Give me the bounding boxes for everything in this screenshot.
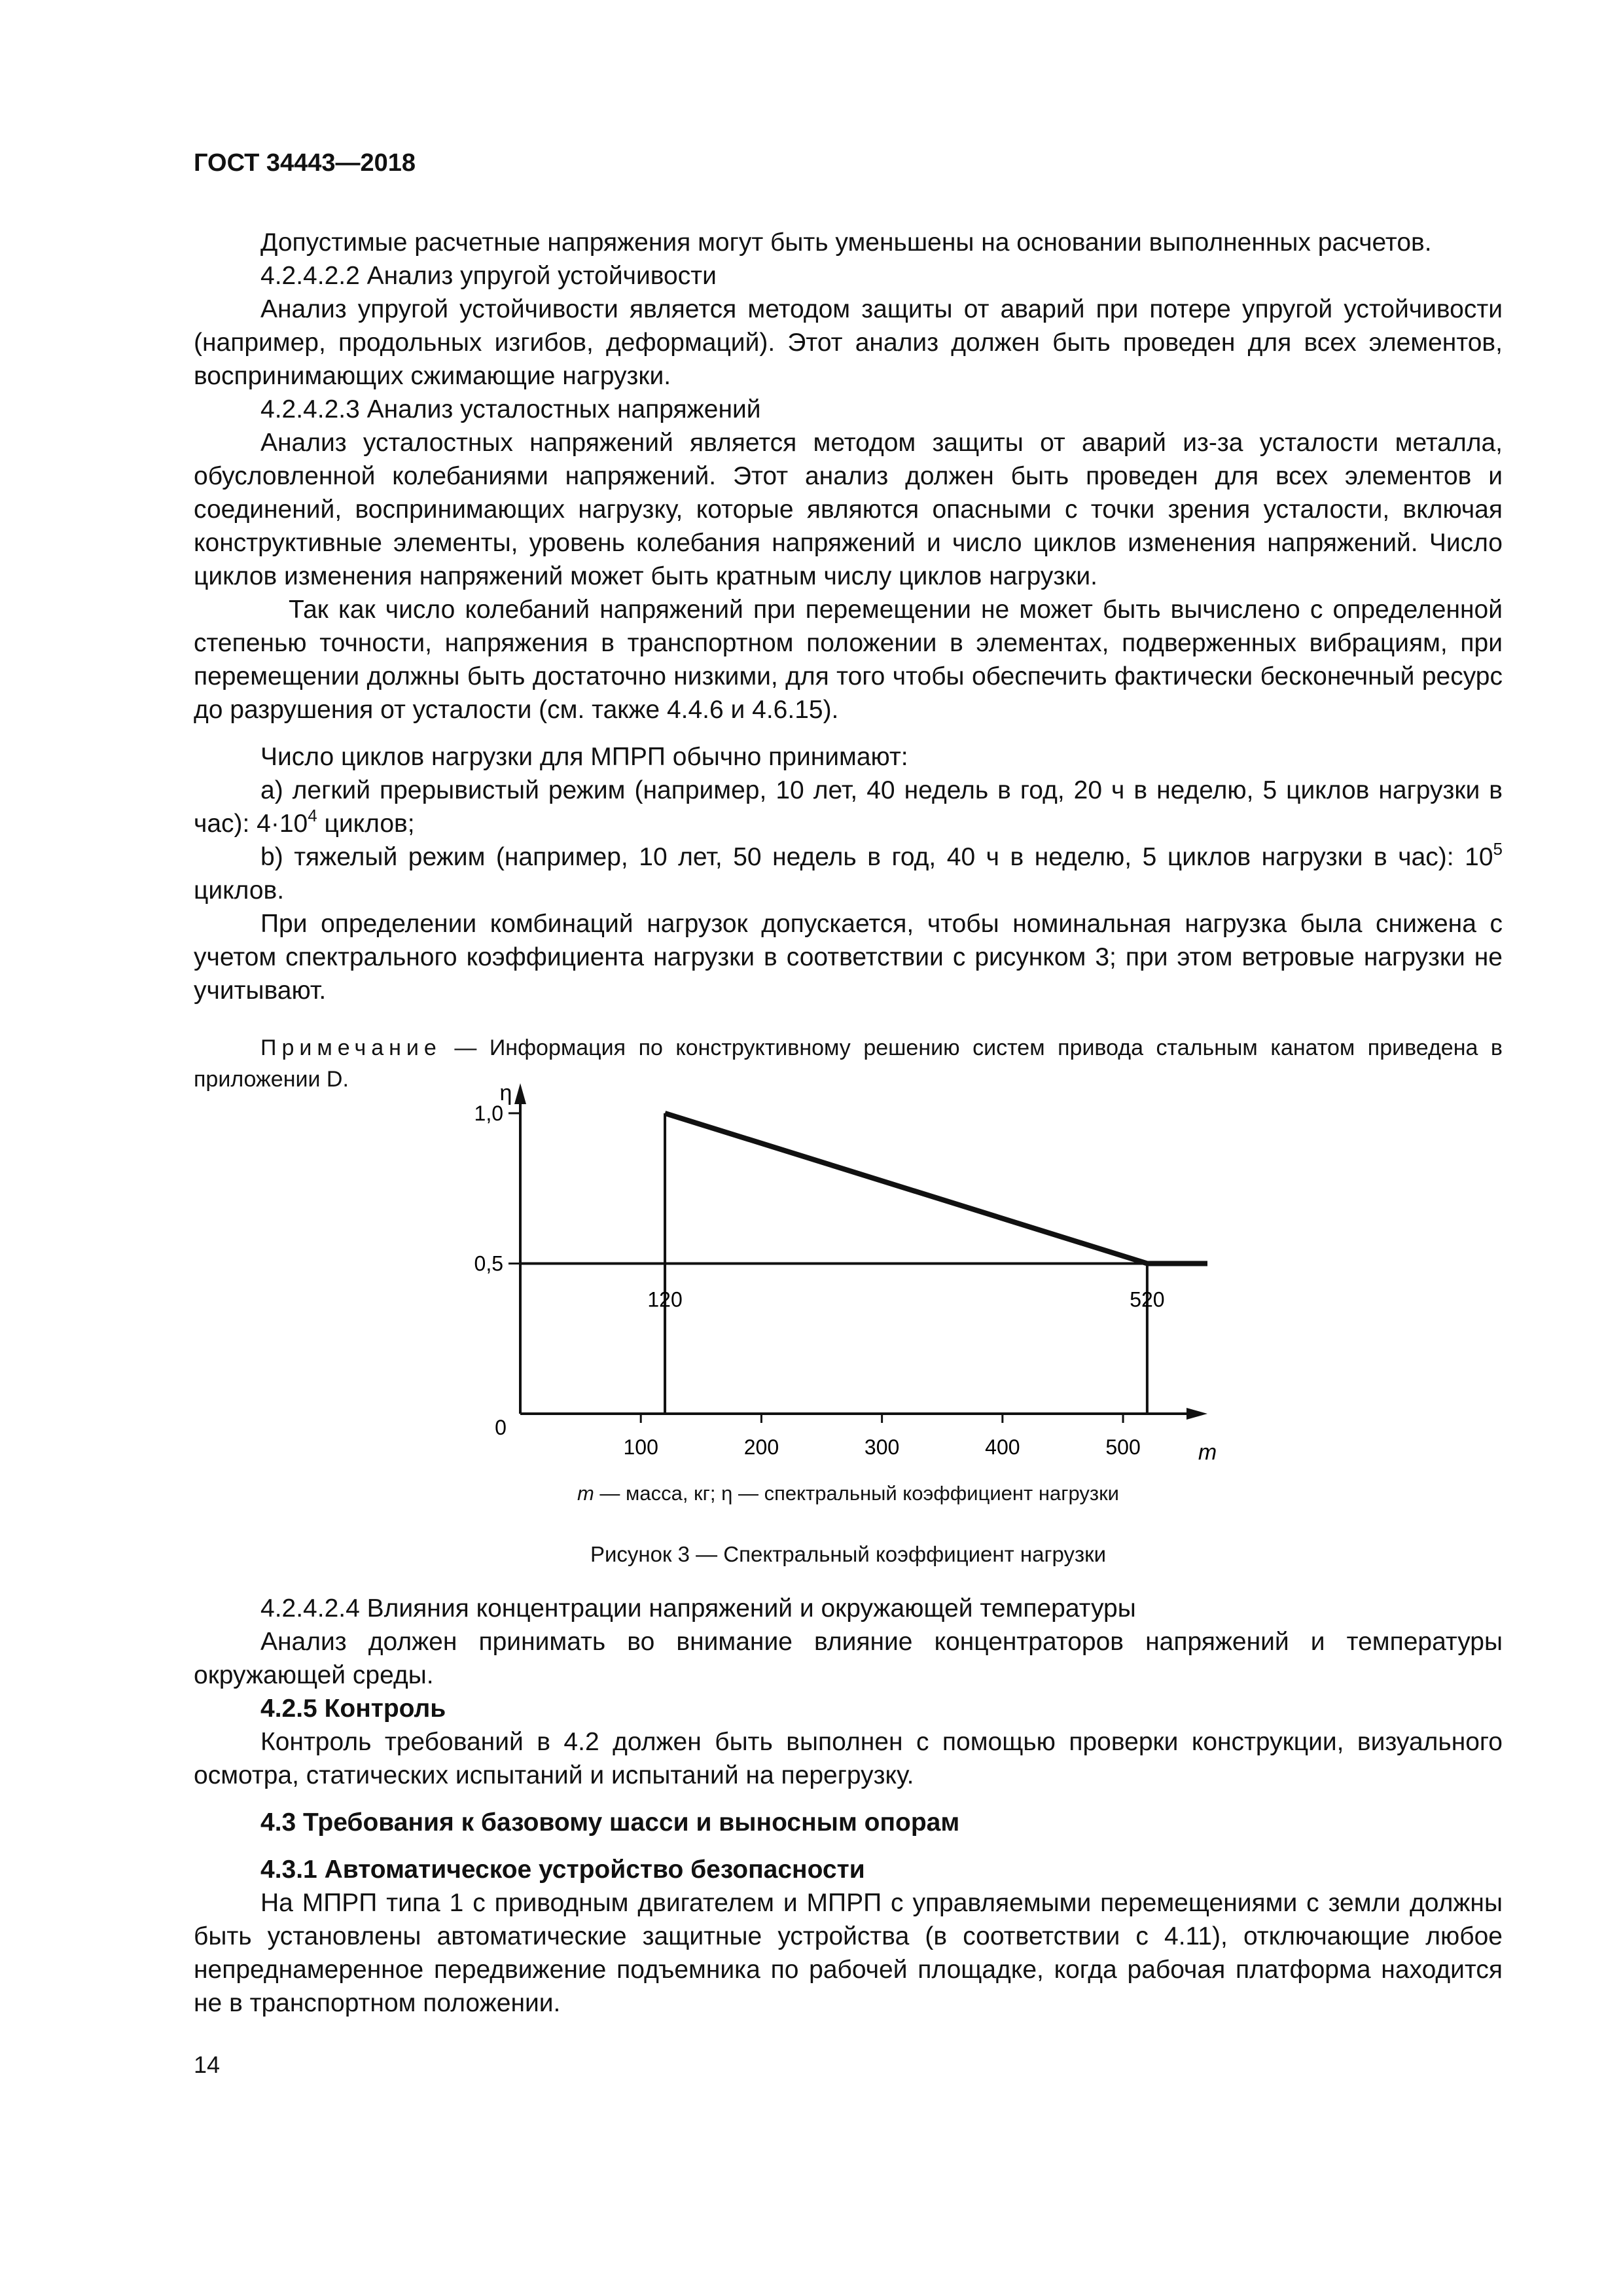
origin-label: 0 <box>495 1416 507 1439</box>
list-item-b-text: b) тяжелый режим (например, 10 лет, 50 недель в год, 40 ч в неделю, 5 циклов нагрузки в час): 10 <box>260 843 1493 871</box>
list-item-b-tail: циклов. <box>194 876 285 905</box>
paragraph: Число циклов нагрузки для МПРП обычно принимают: <box>260 743 908 771</box>
section-heading: 4.3 Требования к базовому шасси и выносным опорам <box>260 1808 960 1837</box>
figure-title: Рисунок 3 — Спектральный коэффициент нагрузки <box>590 1542 1107 1566</box>
paragraph: При определении комбинаций нагрузок допускается, чтобы номинальная нагрузка была снижена с учетом спектрального коэффициента нагрузки в соответствии с рисунком 3; при этом ветровые нагрузки не учитывают. <box>194 910 1503 1005</box>
list-item-a-tail: циклов; <box>317 810 415 838</box>
x-axis-arrow <box>1186 1408 1207 1420</box>
text-block-upper <box>194 226 1503 1095</box>
paragraph: Контроль требований в 4.2 должен быть выполнен с помощью проверки конструкции, визуального осмотра, статических испытаний и испытаний на перегрузку. <box>194 1728 1503 1789</box>
x-axis-label: m <box>1198 1440 1217 1465</box>
legend-text: — масса, кг; η — спектральный коэффициент нагрузки <box>594 1482 1119 1505</box>
x-tick-label-200: 200 <box>743 1435 779 1459</box>
clause-heading: 4.2.4.2.4 Влияния концентрации напряжений и окружающей температуры <box>260 1594 1136 1623</box>
y-axis-arrow <box>514 1083 526 1104</box>
note-label: Примечание <box>260 1035 442 1060</box>
x-tick-label-100: 100 <box>623 1435 658 1459</box>
paragraph: Анализ должен принимать во внимание влияние концентраторов напряжений и температуры окружающей среды. <box>194 1628 1503 1689</box>
list-item-a-text: a) легкий прерывистый режим (например, 10 лет, 40 недель в год, 20 ч в неделю, 5 циклов нагрузки в час): 4·10 <box>194 776 1503 838</box>
y-axis-label: η <box>499 1081 512 1105</box>
clause-heading: 4.2.4.2.3 Анализ усталостных напряжений <box>260 395 761 423</box>
y-tick-label-0.5: 0,5 <box>474 1251 503 1276</box>
y-tick-label-1: 1,0 <box>474 1101 503 1125</box>
text-block-lower <box>194 1592 1503 2020</box>
x-tick-label-500: 500 <box>1105 1435 1141 1459</box>
section-heading: 4.3.1 Автоматическое устройство безопасности <box>260 1856 865 1884</box>
list-item-a <box>194 774 1503 840</box>
standard-header: ГОСТ 34443—2018 <box>194 149 416 177</box>
legend-variable: m <box>577 1482 594 1505</box>
paragraph: На МПРП типа 1 с приводным двигателем и МПРП с управляемыми перемещениями с земли должны быть установлены автоматические защитные устройства (в соответствии с 4.11), отключающие любое непреднамеренное передвижение подъемника по рабочей площадке, когда рабочая платформа находится не в транспортном положении. <box>194 1889 1503 2017</box>
marker-label-520: 520 <box>1130 1287 1165 1312</box>
x-tick-label-300: 300 <box>864 1435 900 1459</box>
figure-legend <box>194 1482 1503 1505</box>
list-item-b <box>194 840 1503 907</box>
paragraph: Анализ упругой устойчивости является методом защиты от аварий при потере упругой устойчивости (например, продольных изгибов, деформаций). Этот анализ должен быть проведен для всех элементов, воспринимающих сжимающие нагрузки. <box>194 295 1503 390</box>
page-number: 14 <box>194 2051 221 2078</box>
section-heading: 4.2.5 Контроль <box>260 1695 446 1723</box>
spectral-coefficient-chart <box>432 1067 1283 1486</box>
exponent: 5 <box>1493 839 1503 859</box>
marker-label-120: 120 <box>647 1287 683 1312</box>
clause-heading: 4.2.4.2.2 Анализ упругой устойчивости <box>260 262 717 290</box>
paragraph: Допустимые расчетные напряжения могут быть уменьшены на основании выполненных расчетов. <box>260 228 1432 257</box>
paragraph: Анализ усталостных напряжений является методом защиты от аварий из-за усталости металла, обусловленной колебаниями напряжений. Этот анализ должен быть проведен для всех элементов и соединений, воспринимающих нагрузку, которые являются опасными с точки зрения усталости, включая конструктивные элементы, уровень колебания напряжений и число циклов изменения напряжений. Число циклов изменения напряжений может быть кратным числу циклов нагрузки. <box>194 429 1503 590</box>
x-tick-label-400: 400 <box>985 1435 1020 1459</box>
series-line-eta <box>665 1113 1207 1264</box>
paragraph: Так как число колебаний напряжений при перемещении не может быть вычислено с определенной степенью точности, напряжения в транспортном положении в элементах, подверженных вибрациям, при перемещении должны быть достаточно низкими, для того чтобы обеспечить фактически бесконечный ресурс до разрушения от усталости (см. также 4.4.6 и 4.6.15). <box>194 596 1503 724</box>
note-text: — Информация по конструктивному решению систем привода стальным канатом приведена в приложении D. <box>194 1035 1503 1092</box>
exponent: 4 <box>308 806 317 825</box>
